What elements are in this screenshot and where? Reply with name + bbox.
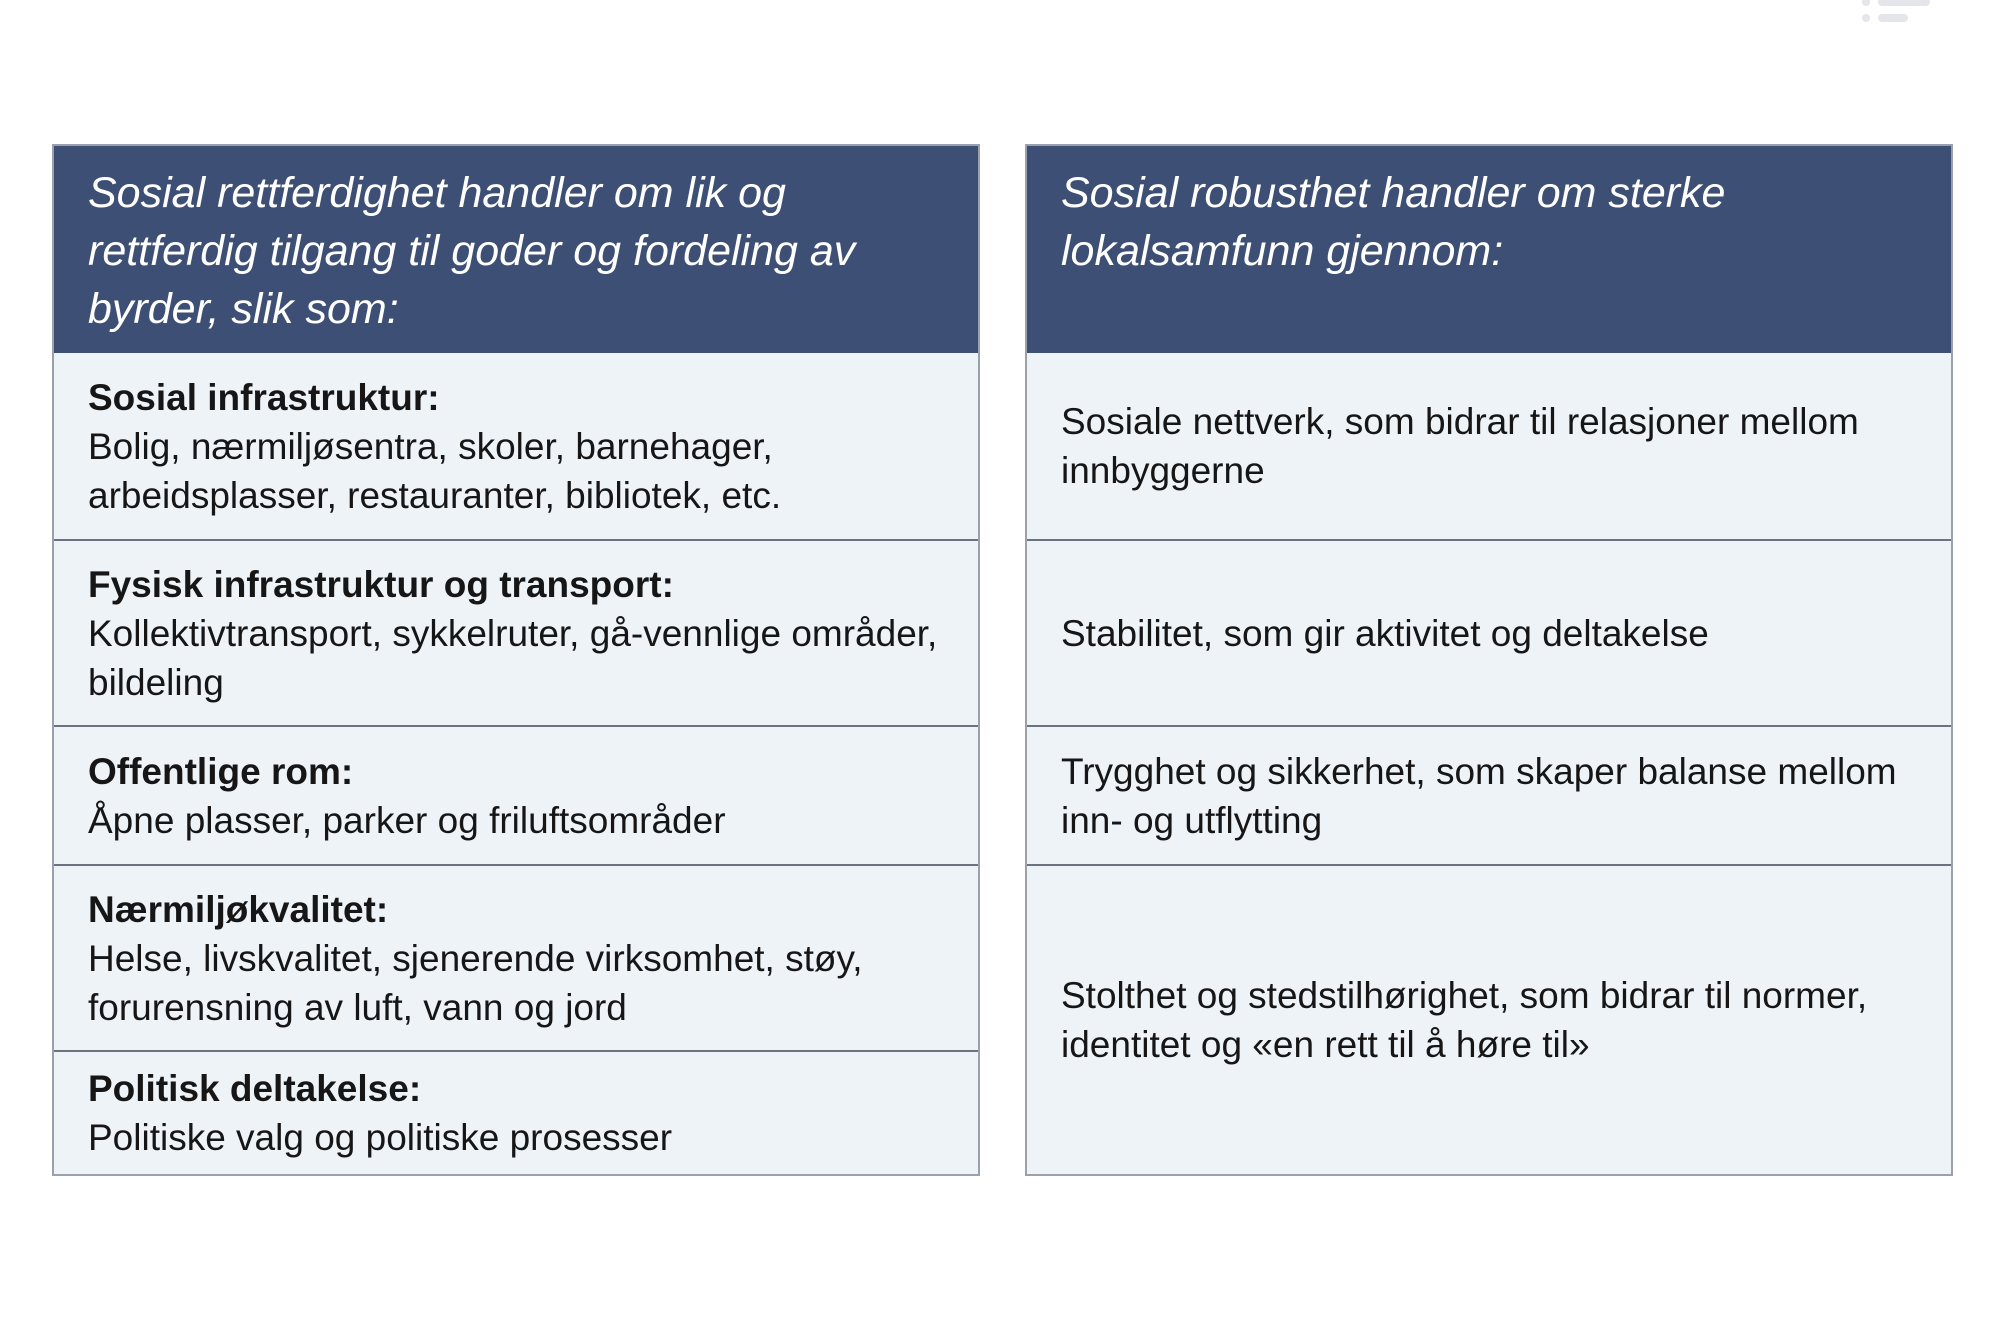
list-item bbox=[1027, 539, 1951, 725]
item-text: Trygghet og sikkerhet, som skaper balanse mellom inn- og utflytting bbox=[1061, 750, 1897, 841]
list-item bbox=[54, 353, 978, 539]
item-text: Politiske valg og politiske prosesser bbox=[88, 1117, 673, 1158]
social-justice-panel bbox=[52, 144, 980, 1176]
social-robustness-heading: Sosial robusthet handler om sterke lokalsamfunn gjennom: bbox=[1027, 146, 1951, 353]
social-justice-heading: Sosial rettferdighet handler om lik og rettferdig tilgang til goder og fordeling av byrder, slik som: bbox=[54, 146, 978, 353]
list-icon bbox=[1858, 0, 1934, 26]
list-item bbox=[54, 539, 978, 725]
item-title: Sosial infrastruktur: bbox=[88, 376, 440, 418]
item-title: Offentlige rom: bbox=[88, 750, 354, 792]
list-item bbox=[54, 864, 978, 1050]
list-item bbox=[54, 725, 978, 864]
item-text: Stolthet og stedstilhørighet, som bidrar til normer, identitet og «en rett til å høre til» bbox=[1061, 975, 1868, 1065]
item-title: Fysisk infrastruktur og transport: bbox=[88, 563, 674, 605]
list-item bbox=[1027, 864, 1951, 1174]
item-text: Bolig, nærmiljøsentra, skoler, barnehager, arbeidsplasser, restauranter, bibliotek, etc. bbox=[88, 425, 782, 516]
social-robustness-panel bbox=[1025, 144, 1953, 1176]
list-item bbox=[1027, 353, 1951, 539]
item-title: Politisk deltakelse: bbox=[88, 1068, 422, 1109]
list-item bbox=[54, 1050, 978, 1174]
list-item bbox=[1027, 725, 1951, 864]
item-text: Kollektivtransport, sykkelruter, gå-vennlige områder, bildeling bbox=[88, 612, 938, 703]
item-title: Nærmiljøkvalitet: bbox=[88, 888, 389, 930]
item-text: Åpne plasser, parker og friluftsområder bbox=[88, 799, 726, 841]
item-text: Helse, livskvalitet, sjenerende virksomhet, støy, forurensning av luft, vann og jord bbox=[88, 937, 863, 1028]
item-text: Sosiale nettverk, som bidrar til relasjoner mellom innbyggerne bbox=[1061, 401, 1859, 491]
item-text: Stabilitet, som gir aktivitet og deltakelse bbox=[1061, 612, 1709, 654]
